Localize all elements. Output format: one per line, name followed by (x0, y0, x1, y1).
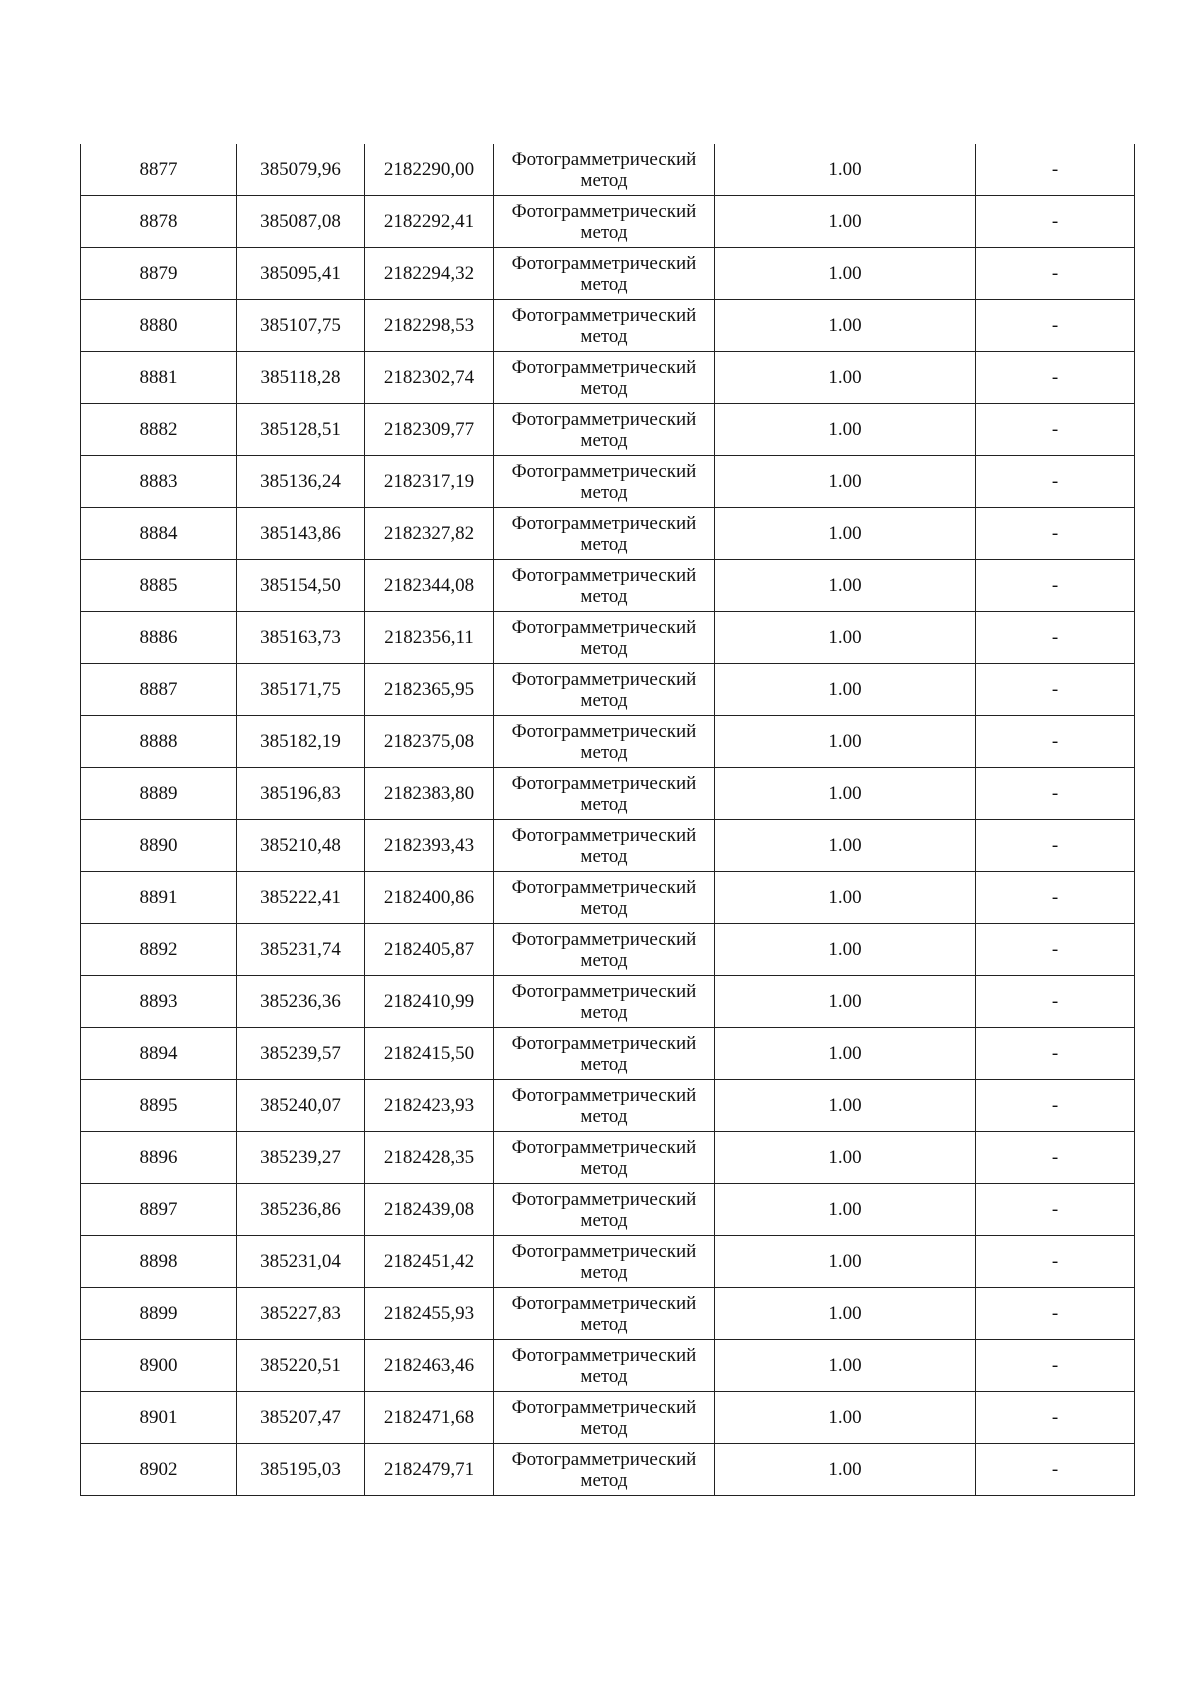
note-cell: - (976, 872, 1135, 924)
note-cell: - (976, 352, 1135, 404)
y-coordinate-cell: 2182463,46 (365, 1340, 494, 1392)
y-coordinate-cell: 2182327,82 (365, 508, 494, 560)
note-cell: - (976, 1028, 1135, 1080)
point-number-cell: 8877 (81, 144, 237, 196)
method-text: Фотограмметрический метод (511, 148, 697, 191)
y-coordinate-cell: 2182471,68 (365, 1392, 494, 1444)
coordinates-table (80, 144, 1135, 1496)
accuracy-cell: 1.00 (715, 976, 976, 1028)
y-coordinate-cell: 2182400,86 (365, 872, 494, 924)
method-cell (494, 820, 715, 872)
method-cell (494, 508, 715, 560)
accuracy-cell: 1.00 (715, 1132, 976, 1184)
table-row (81, 456, 1135, 508)
table-row (81, 664, 1135, 716)
note-cell: - (976, 1184, 1135, 1236)
method-cell (494, 196, 715, 248)
point-number-cell: 8884 (81, 508, 237, 560)
method-text: Фотограмметрический метод (511, 200, 697, 243)
x-coordinate-cell: 385087,08 (237, 196, 365, 248)
method-text: Фотограмметрический метод (511, 668, 697, 711)
point-number-cell: 8885 (81, 560, 237, 612)
method-cell (494, 456, 715, 508)
table-row (81, 1444, 1135, 1496)
table-row (81, 976, 1135, 1028)
x-coordinate-cell: 385239,27 (237, 1132, 365, 1184)
method-cell (494, 560, 715, 612)
point-number-cell: 8899 (81, 1288, 237, 1340)
method-cell (494, 1132, 715, 1184)
method-cell (494, 768, 715, 820)
method-text: Фотограмметрический метод (511, 772, 697, 815)
table-row (81, 1236, 1135, 1288)
accuracy-cell: 1.00 (715, 820, 976, 872)
method-text: Фотограмметрический метод (511, 408, 697, 451)
x-coordinate-cell: 385227,83 (237, 1288, 365, 1340)
y-coordinate-cell: 2182292,41 (365, 196, 494, 248)
x-coordinate-cell: 385207,47 (237, 1392, 365, 1444)
point-number-cell: 8894 (81, 1028, 237, 1080)
x-coordinate-cell: 385163,73 (237, 612, 365, 664)
point-number-cell: 8900 (81, 1340, 237, 1392)
table-row (81, 872, 1135, 924)
x-coordinate-cell: 385239,57 (237, 1028, 365, 1080)
accuracy-cell: 1.00 (715, 1340, 976, 1392)
accuracy-cell: 1.00 (715, 1288, 976, 1340)
method-cell (494, 924, 715, 976)
method-text: Фотограмметрический метод (511, 876, 697, 919)
x-coordinate-cell: 385210,48 (237, 820, 365, 872)
note-cell: - (976, 1392, 1135, 1444)
point-number-cell: 8895 (81, 1080, 237, 1132)
point-number-cell: 8883 (81, 456, 237, 508)
accuracy-cell: 1.00 (715, 872, 976, 924)
method-text: Фотограмметрический метод (511, 980, 697, 1023)
y-coordinate-cell: 2182290,00 (365, 144, 494, 196)
method-cell (494, 976, 715, 1028)
note-cell: - (976, 248, 1135, 300)
method-text: Фотограмметрический метод (511, 252, 697, 295)
y-coordinate-cell: 2182439,08 (365, 1184, 494, 1236)
method-cell (494, 1236, 715, 1288)
accuracy-cell: 1.00 (715, 1184, 976, 1236)
accuracy-cell: 1.00 (715, 456, 976, 508)
accuracy-cell: 1.00 (715, 1444, 976, 1496)
x-coordinate-cell: 385154,50 (237, 560, 365, 612)
method-text: Фотограмметрический метод (511, 720, 697, 763)
accuracy-cell: 1.00 (715, 716, 976, 768)
y-coordinate-cell: 2182302,74 (365, 352, 494, 404)
point-number-cell: 8887 (81, 664, 237, 716)
method-text: Фотограмметрический метод (511, 1240, 697, 1283)
x-coordinate-cell: 385240,07 (237, 1080, 365, 1132)
method-text: Фотограмметрический метод (511, 1136, 697, 1179)
point-number-cell: 8881 (81, 352, 237, 404)
table-row (81, 560, 1135, 612)
note-cell: - (976, 924, 1135, 976)
note-cell: - (976, 1340, 1135, 1392)
table-row (81, 1288, 1135, 1340)
method-text: Фотограмметрический метод (511, 304, 697, 347)
note-cell: - (976, 820, 1135, 872)
method-cell (494, 1080, 715, 1132)
accuracy-cell: 1.00 (715, 612, 976, 664)
method-cell (494, 1392, 715, 1444)
y-coordinate-cell: 2182423,93 (365, 1080, 494, 1132)
point-number-cell: 8898 (81, 1236, 237, 1288)
method-text: Фотограмметрический метод (511, 1032, 697, 1075)
accuracy-cell: 1.00 (715, 1028, 976, 1080)
table-row (81, 404, 1135, 456)
point-number-cell: 8886 (81, 612, 237, 664)
x-coordinate-cell: 385195,03 (237, 1444, 365, 1496)
table-row (81, 248, 1135, 300)
x-coordinate-cell: 385095,41 (237, 248, 365, 300)
x-coordinate-cell: 385220,51 (237, 1340, 365, 1392)
method-cell (494, 352, 715, 404)
table-row (81, 1028, 1135, 1080)
note-cell: - (976, 1236, 1135, 1288)
method-text: Фотограмметрический метод (511, 1084, 697, 1127)
accuracy-cell: 1.00 (715, 508, 976, 560)
y-coordinate-cell: 2182455,93 (365, 1288, 494, 1340)
accuracy-cell: 1.00 (715, 1392, 976, 1444)
point-number-cell: 8878 (81, 196, 237, 248)
x-coordinate-cell: 385236,86 (237, 1184, 365, 1236)
note-cell: - (976, 664, 1135, 716)
accuracy-cell: 1.00 (715, 1080, 976, 1132)
y-coordinate-cell: 2182309,77 (365, 404, 494, 456)
point-number-cell: 8893 (81, 976, 237, 1028)
y-coordinate-cell: 2182365,95 (365, 664, 494, 716)
y-coordinate-cell: 2182294,32 (365, 248, 494, 300)
accuracy-cell: 1.00 (715, 404, 976, 456)
table-row (81, 196, 1135, 248)
method-text: Фотограмметрический метод (511, 512, 697, 555)
method-text: Фотограмметрический метод (511, 460, 697, 503)
x-coordinate-cell: 385136,24 (237, 456, 365, 508)
note-cell: - (976, 716, 1135, 768)
x-coordinate-cell: 385182,19 (237, 716, 365, 768)
point-number-cell: 8879 (81, 248, 237, 300)
x-coordinate-cell: 385196,83 (237, 768, 365, 820)
accuracy-cell: 1.00 (715, 560, 976, 612)
point-number-cell: 8892 (81, 924, 237, 976)
method-cell (494, 664, 715, 716)
note-cell: - (976, 404, 1135, 456)
accuracy-cell: 1.00 (715, 352, 976, 404)
x-coordinate-cell: 385222,41 (237, 872, 365, 924)
point-number-cell: 8889 (81, 768, 237, 820)
y-coordinate-cell: 2182356,11 (365, 612, 494, 664)
note-cell: - (976, 768, 1135, 820)
x-coordinate-cell: 385231,74 (237, 924, 365, 976)
method-cell (494, 404, 715, 456)
point-number-cell: 8890 (81, 820, 237, 872)
x-coordinate-cell: 385107,75 (237, 300, 365, 352)
method-cell (494, 612, 715, 664)
table-row (81, 716, 1135, 768)
note-cell: - (976, 508, 1135, 560)
accuracy-cell: 1.00 (715, 248, 976, 300)
table-row (81, 144, 1135, 196)
table-row (81, 612, 1135, 664)
accuracy-cell: 1.00 (715, 196, 976, 248)
method-cell (494, 1184, 715, 1236)
note-cell: - (976, 456, 1135, 508)
note-cell: - (976, 560, 1135, 612)
note-cell: - (976, 144, 1135, 196)
accuracy-cell: 1.00 (715, 924, 976, 976)
y-coordinate-cell: 2182415,50 (365, 1028, 494, 1080)
table-row (81, 820, 1135, 872)
y-coordinate-cell: 2182383,80 (365, 768, 494, 820)
point-number-cell: 8896 (81, 1132, 237, 1184)
table-row (81, 768, 1135, 820)
accuracy-cell: 1.00 (715, 768, 976, 820)
table-row (81, 1392, 1135, 1444)
method-text: Фотограмметрический метод (511, 564, 697, 607)
method-text: Фотограмметрический метод (511, 1344, 697, 1387)
y-coordinate-cell: 2182344,08 (365, 560, 494, 612)
point-number-cell: 8880 (81, 300, 237, 352)
x-coordinate-cell: 385171,75 (237, 664, 365, 716)
note-cell: - (976, 1132, 1135, 1184)
note-cell: - (976, 196, 1135, 248)
y-coordinate-cell: 2182298,53 (365, 300, 494, 352)
method-cell (494, 1340, 715, 1392)
y-coordinate-cell: 2182375,08 (365, 716, 494, 768)
point-number-cell: 8901 (81, 1392, 237, 1444)
table-row (81, 1184, 1135, 1236)
x-coordinate-cell: 385118,28 (237, 352, 365, 404)
y-coordinate-cell: 2182317,19 (365, 456, 494, 508)
method-text: Фотограмметрический метод (511, 1396, 697, 1439)
method-cell (494, 1288, 715, 1340)
note-cell: - (976, 1444, 1135, 1496)
method-cell (494, 144, 715, 196)
note-cell: - (976, 1288, 1135, 1340)
point-number-cell: 8891 (81, 872, 237, 924)
method-cell (494, 1028, 715, 1080)
x-coordinate-cell: 385143,86 (237, 508, 365, 560)
note-cell: - (976, 300, 1135, 352)
method-text: Фотограмметрический метод (511, 356, 697, 399)
method-text: Фотограмметрический метод (511, 928, 697, 971)
y-coordinate-cell: 2182405,87 (365, 924, 494, 976)
point-number-cell: 8902 (81, 1444, 237, 1496)
note-cell: - (976, 1080, 1135, 1132)
point-number-cell: 8882 (81, 404, 237, 456)
table-row (81, 1080, 1135, 1132)
note-cell: - (976, 612, 1135, 664)
point-number-cell: 8897 (81, 1184, 237, 1236)
y-coordinate-cell: 2182410,99 (365, 976, 494, 1028)
table-row (81, 924, 1135, 976)
x-coordinate-cell: 385231,04 (237, 1236, 365, 1288)
table-row (81, 352, 1135, 404)
table-row (81, 1340, 1135, 1392)
accuracy-cell: 1.00 (715, 1236, 976, 1288)
table-row (81, 1132, 1135, 1184)
table-row (81, 508, 1135, 560)
x-coordinate-cell: 385079,96 (237, 144, 365, 196)
method-text: Фотограмметрический метод (511, 1292, 697, 1335)
accuracy-cell: 1.00 (715, 664, 976, 716)
y-coordinate-cell: 2182393,43 (365, 820, 494, 872)
x-coordinate-cell: 385236,36 (237, 976, 365, 1028)
accuracy-cell: 1.00 (715, 144, 976, 196)
method-cell (494, 716, 715, 768)
method-cell (494, 1444, 715, 1496)
accuracy-cell: 1.00 (715, 300, 976, 352)
method-cell (494, 248, 715, 300)
method-text: Фотограмметрический метод (511, 1188, 697, 1231)
method-cell (494, 300, 715, 352)
method-text: Фотограмметрический метод (511, 1448, 697, 1491)
method-text: Фотограмметрический метод (511, 616, 697, 659)
x-coordinate-cell: 385128,51 (237, 404, 365, 456)
table-row (81, 300, 1135, 352)
method-text: Фотограмметрический метод (511, 824, 697, 867)
note-cell: - (976, 976, 1135, 1028)
y-coordinate-cell: 2182479,71 (365, 1444, 494, 1496)
method-cell (494, 872, 715, 924)
y-coordinate-cell: 2182451,42 (365, 1236, 494, 1288)
point-number-cell: 8888 (81, 716, 237, 768)
y-coordinate-cell: 2182428,35 (365, 1132, 494, 1184)
coordinates-table-body (81, 144, 1135, 1496)
